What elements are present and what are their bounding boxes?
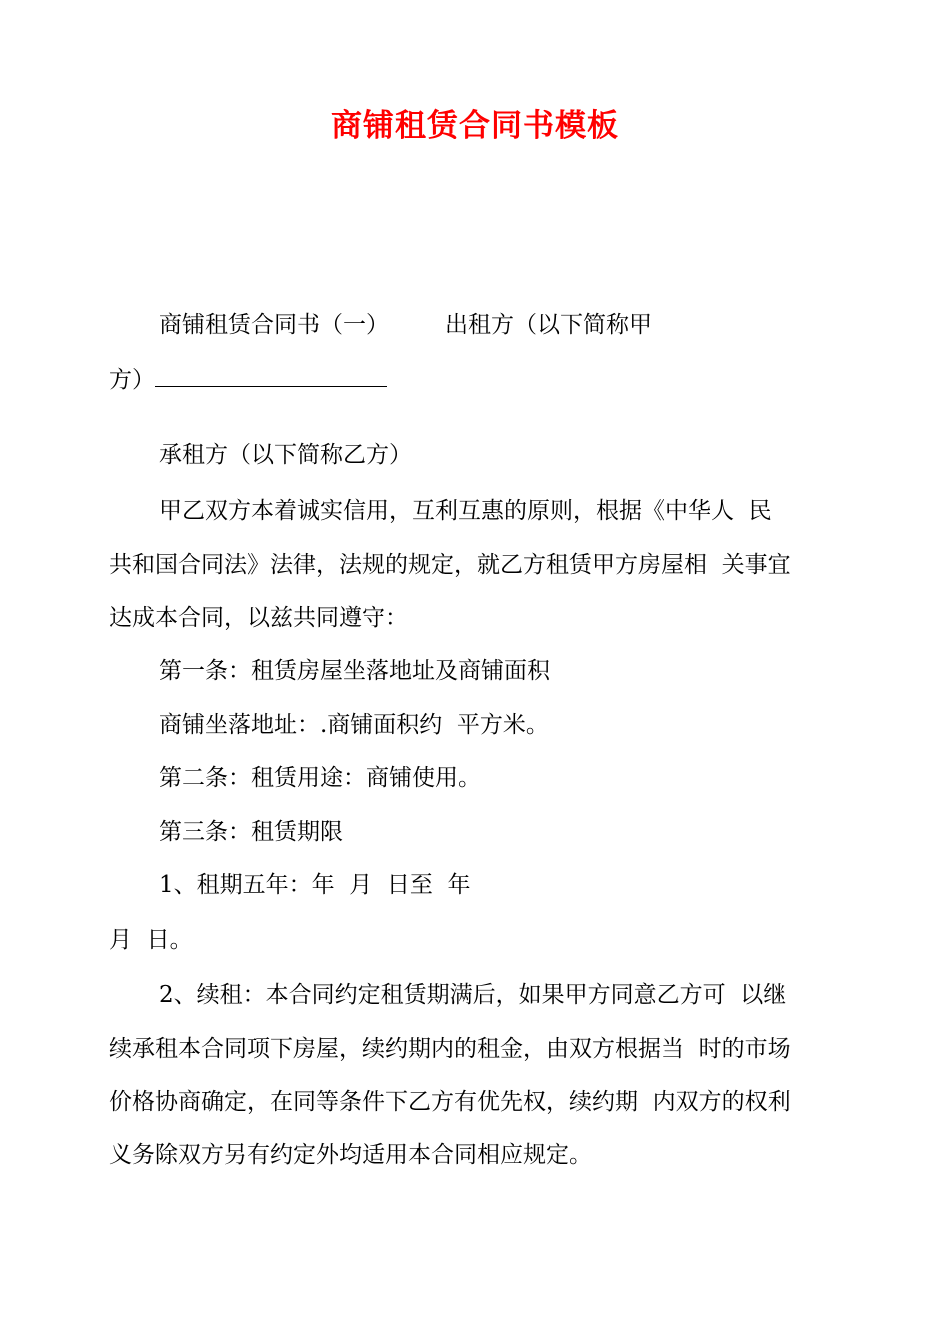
- paragraph-line: 商铺坐落地址：.商铺面积约 平方米。: [159, 712, 549, 738]
- article-heading: 第三条：租赁期限: [159, 819, 343, 845]
- lessor-label: 出租方（以下简称甲: [445, 312, 652, 338]
- article-heading: 第二条：租赁用途：商铺使用。: [159, 765, 481, 791]
- lessor-label-end: 方）: [109, 367, 155, 393]
- document-title: 商铺租赁合同书模板: [331, 108, 619, 144]
- paragraph-line: 达成本合同，以兹共同遵守：: [109, 605, 408, 631]
- paragraph-line: 续承租本合同项下房屋，续约期内的租金，由双方根据当 时的市场: [109, 1036, 791, 1062]
- paragraph-line: 价格协商确定，在同等条件下乙方有优先权，续约期 内双方的权利: [109, 1089, 791, 1115]
- lessor-name-blank: [155, 366, 387, 387]
- contract-subtitle: 商铺租赁合同书（一）: [159, 312, 389, 338]
- paragraph-line: 2、续租：本合同约定租赁期满后，如果甲方同意乙方可 以继: [159, 982, 787, 1008]
- paragraph-line: 义务除双方另有约定外均适用本合同相应规定。: [109, 1142, 592, 1168]
- paragraph-line: 共和国合同法》法律，法规的规定，就乙方租赁甲方房屋相 关事宜: [109, 552, 791, 578]
- paragraph-line: 甲乙双方本着诚实信用，互利互惠的原则，根据《中华人 民: [159, 498, 772, 524]
- article-heading: 第一条：租赁房屋坐落地址及商铺面积: [159, 658, 550, 684]
- paragraph-line: [159, 310, 652, 340]
- lessee-label: 承租方（以下简称乙方）: [159, 442, 412, 468]
- paragraph-line: 1、租期五年：年 月 日至 年: [159, 872, 471, 898]
- paragraph-line: 月 日。: [109, 927, 193, 953]
- paragraph-line: [109, 365, 387, 395]
